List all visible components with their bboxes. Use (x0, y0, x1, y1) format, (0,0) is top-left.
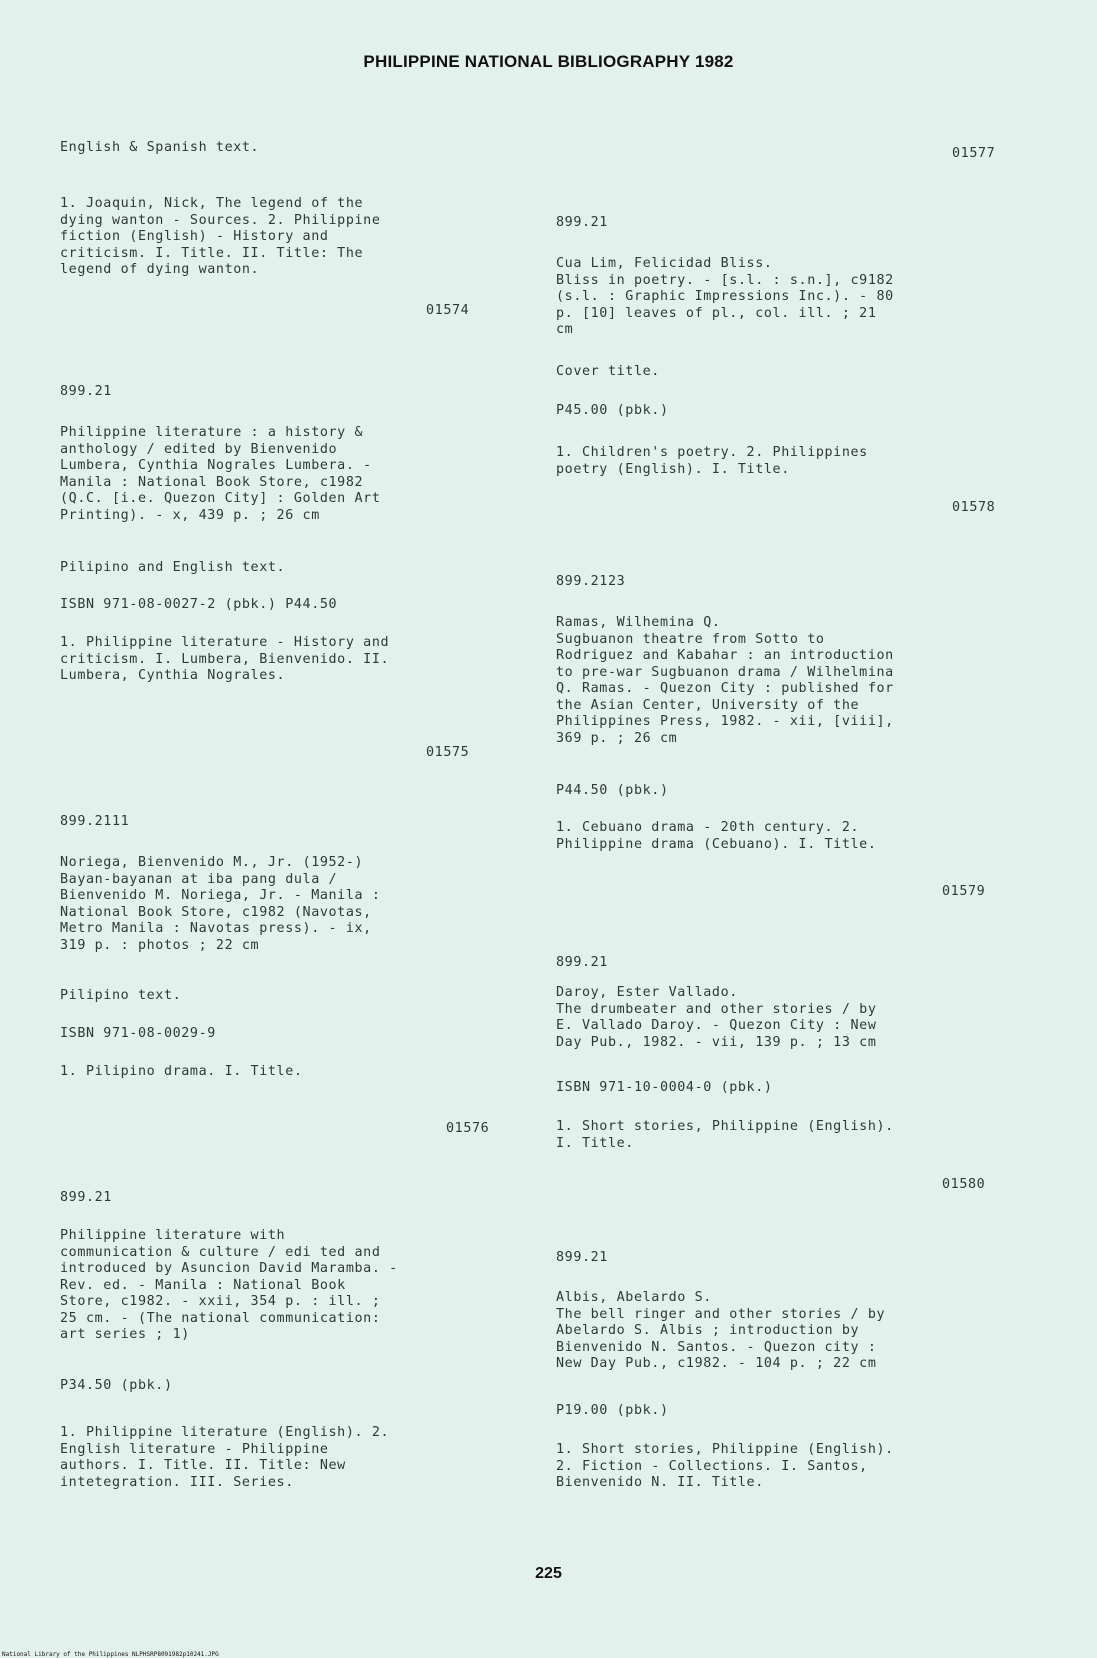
entry-description: Albis, Abelardo S. The bell ringer and other stories / by Abelardo S. Albis ; introduction by Bienvenido N. Santos. - Quezon city : New Day Pub., c1982. - 104 p. ; 22 cm (556, 1290, 886, 1371)
entry-description: Cua Lim, Felicidad Bliss. Bliss in poetry. - [s.l. : s.n.], c9182 (s.l. : Graphic Impressions Inc.). - 80 p. [10] leaves of pl., col. ill. ; 21 cm (556, 256, 894, 337)
class-number: 899.21 (60, 1190, 112, 1205)
entry-number: 01575 (426, 745, 470, 760)
entry-number: 01577 (952, 146, 996, 161)
entry-description: Daroy, Ester Vallado. The drumbeater and other stories / by E. Vallado Daroy. - Quezon City : New Day Pub., 1982. - vii, 139 p. ; 13 cm (556, 985, 877, 1050)
class-number: 899.21 (60, 384, 112, 399)
entry-number: 01579 (942, 884, 986, 899)
entry-subjects: 1. Children's poetry. 2. Philippines poetry (English). I. Title. (556, 445, 868, 477)
entry-price: P34.50 (pbk.) (60, 1378, 173, 1393)
entry-number: 01578 (952, 500, 996, 515)
class-number: 899.2123 (556, 574, 626, 589)
entry-note: Pilipino and English text. (60, 560, 286, 575)
entry-subjects: 1. Philippine literature - History and criticism. I. Lumbera, Bienvenido. II. Lumbera, Cynthia Nograles. (60, 635, 390, 683)
entry-subjects: 1. Short stories, Philippine (English). 2. Fiction - Collections. I. Santos, Bienvenido N. II. Title. (556, 1442, 894, 1490)
entry-subjects: 1. Philippine literature (English). 2. English literature - Philippine authors. I. Title. II. Title: New intetegration. III. Series. (60, 1425, 390, 1490)
entry-description: Ramas, Wilhemina Q. Sugbuanon theatre from Sotto to Rodriguez and Kabahar : an introduction to pre-war Sugbuanon drama / Wilhelmina Q. Ramas. - Quezon City : published for the Asian Center, University of the Philippines Press, 1982. - xii, [viii], 369 p. ; 26 cm (556, 615, 894, 746)
page-number: 225 (535, 1565, 562, 1582)
entry-isbn: ISBN 971-08-0027-2 (pbk.) P44.50 (60, 597, 338, 612)
page-title: PHILIPPINE NATIONAL BIBLIOGRAPHY 1982 (363, 52, 734, 71)
entry-note: Cover title. (556, 364, 660, 379)
entry-note: English & Spanish text. (60, 140, 260, 155)
entry-subjects: 1. Joaquin, Nick, The legend of the dying wanton - Sources. 2. Philippine fiction (English) - History and criticism. I. Title. II. Title: The legend of dying wanton. (60, 196, 381, 277)
entry-subjects: 1. Cebuano drama - 20th century. 2. Philippine drama (Cebuano). I. Title. (556, 820, 877, 852)
entry-isbn: ISBN 971-10-0004-0 (pbk.) (556, 1080, 773, 1095)
entry-subjects: 1. Short stories, Philippine (English). I. Title. (556, 1119, 894, 1151)
class-number: 899.21 (556, 215, 608, 230)
entry-description: Noriega, Bienvenido M., Jr. (1952-) Bayan-bayanan at iba pang dula / Bienvenido M. Noriega, Jr. - Manila : National Book Store, c1982 (Navotas, Metro Manila : Navotas press). - ix, 319 p. : photos ; 22 cm (60, 855, 381, 953)
entry-price: P44.50 (pbk.) (556, 783, 669, 798)
entry-note: Pilipino text. (60, 988, 182, 1003)
entry-number: 01576 (446, 1121, 490, 1136)
entry-description: Philippine literature : a history & anthology / edited by Bienvenido Lumbera, Cynthia Nograles Lumbera. - Manila : National Book Store, c1982 (Q.C. [i.e. Quezon City] : Golden Art Printing). - x, 439 p. ; 26 cm (60, 425, 381, 523)
entry-number: 01580 (942, 1177, 986, 1192)
scan-stamp: National Library of the Philippines NLPHSRP8091982p10241.JPG (2, 1651, 219, 1658)
entry-price: P45.00 (pbk.) (556, 403, 669, 418)
class-number: 899.2111 (60, 814, 130, 829)
entry-subjects: 1. Pilipino drama. I. Title. (60, 1064, 303, 1079)
entry-number: 01574 (426, 303, 470, 318)
entry-isbn: ISBN 971-08-0029-9 (60, 1026, 216, 1041)
class-number: 899.21 (556, 955, 608, 970)
entry-description: Philippine literature with communication & culture / edi ted and introduced by Asuncion David Maramba. - Rev. ed. - Manila : National Book Store, c1982. - xxii, 354 p. : ill. ; 25 cm. - (The national communication: art series ; 1) (60, 1228, 398, 1342)
entry-price: P19.00 (pbk.) (556, 1403, 669, 1418)
class-number: 899.21 (556, 1250, 608, 1265)
